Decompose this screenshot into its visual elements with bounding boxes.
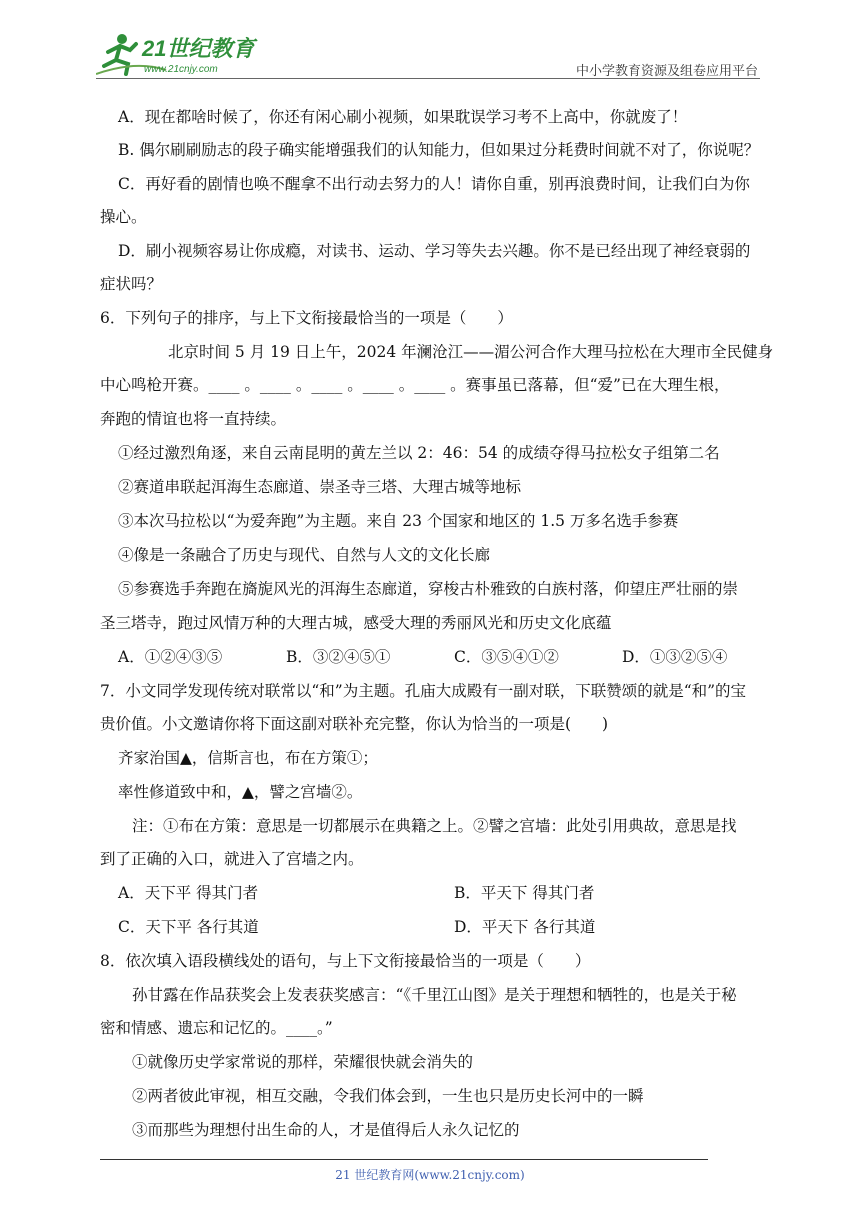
q7-option-b: B．平天下 得其门者	[454, 884, 595, 902]
q6-sentence-2: ②赛道串联起洱海生态廊道、崇圣寺三塔、大理古城等地标	[118, 478, 522, 496]
q6-passage-line2: 中心鸣枪开赛。____ 。____ 。____ 。____ 。____ 。赛事虽已落幕，但“爱”已在大理生根，	[100, 376, 730, 394]
q6-sentence-5-cont: 圣三塔寺，跑过风情万种的大理古城，感受大理的秀丽风光和历史文化底蕴	[100, 614, 612, 632]
q6-option-d: D．①③②⑤④	[622, 648, 728, 666]
footer-divider	[100, 1159, 708, 1160]
platform-tagline: 中小学教育资源及组卷应用平台	[575, 64, 758, 79]
q5-option-b: B. 偶尔刷刷励志的段子确实能增强我们的认知能力，但如果过分耗费时间就不对了，你说呢？	[118, 141, 760, 159]
q8-passage-line2: 密和情感、遗忘和记忆的。____。”	[100, 1019, 333, 1037]
q6-stem: 6．下列句子的排序，与上下文衔接最恰当的一项是（ ）	[100, 309, 513, 327]
q7-couplet-1: 齐家治国▲，信斯言也，布在方策①；	[118, 749, 378, 767]
q7-note-line2: 到了正确的入口，就进入了宫墙之内。	[100, 850, 364, 868]
q7-couplet-2: 率性修道致中和，▲，譬之宫墙②。	[118, 783, 363, 801]
header-divider	[96, 78, 760, 79]
q6-option-a: A．①②④③⑤	[118, 648, 223, 666]
q7-option-c: C．天下平 各行其道	[118, 918, 259, 936]
q5-option-c-cont: 操心。	[100, 208, 147, 226]
q8-sentence-2: ②两者彼此审视，相互交融，令我们体会到，一生也只是历史长河中的一瞬	[132, 1087, 644, 1105]
q8-sentence-1: ①就像历史学家常说的那样，荣耀很快就会消失的	[132, 1053, 474, 1071]
svg-text:www.21cnjy.com: www.21cnjy.com	[144, 64, 218, 75]
logo-21cnjy	[96, 30, 266, 76]
q8-sentence-3: ③而那些为理想付出生命的人，才是值得后人永久记忆的	[132, 1121, 520, 1139]
q7-stem-line2: 贵价值。小文邀请你将下面这副对联补充完整，你认为恰当的一项是( )	[100, 715, 609, 733]
q6-option-b: B．③②④⑤①	[286, 648, 391, 666]
q7-stem-line1: 7．小文同学发现传统对联常以“和”为主题。孔庙大成殿有一副对联，下联赞颂的就是“和”的宝	[100, 682, 747, 700]
q6-sentence-1: ①经过激烈角逐，来自云南昆明的黄左兰以 2：46：54 的成绩夺得马拉松女子组第二名	[118, 444, 720, 462]
q5-option-d: D．刷小视频容易让你成瘾，对读书、运动、学习等失去兴趣。你不是已经出现了神经衰弱的	[118, 242, 751, 260]
q5-option-d-cont: 症状吗？	[100, 275, 163, 293]
q8-passage-line1: 孙甘露在作品获奖会上发表获奖感言：“《千里江山图》是关于理想和牺牲的，也是关于秘	[132, 986, 737, 1004]
q6-sentence-3: ③本次马拉松以“为爱奔跑”为主题。来自 23 个国家和地区的 1.5 万多名选手参赛	[118, 512, 679, 530]
footer-source[interactable]: 21 世纪教育网(www.21cnjy.com)	[335, 1168, 525, 1182]
q5-option-c: C．再好看的剧情也唤不醒拿不出行动去努力的人！请你自重，别再浪费时间，让我们白为你	[118, 175, 750, 193]
q6-sentence-4: ④像是一条融合了历史与现代、自然与人文的文化长廊	[118, 546, 491, 564]
q6-passage-line1: 北京时间 5 月 19 日上午，2024 年澜沧江——湄公河合作大理马拉松在大理市全民健身	[168, 343, 774, 361]
q6-passage-line3: 奔跑的情谊也将一直持续。	[100, 410, 287, 428]
page-header	[96, 30, 760, 78]
q8-stem: 8．依次填入语段横线处的语句，与上下文衔接最恰当的一项是（ ）	[100, 952, 591, 970]
q6-sentence-5: ⑤参赛选手奔跑在旖旎风光的洱海生态廊道，穿梭古朴雅致的白族村落，仰望庄严壮丽的崇	[118, 580, 739, 598]
q5-option-a: A．现在都啥时候了，你还有闲心刷小视频，如果耽误学习考不上高中，你就废了！	[118, 108, 688, 126]
q7-option-d: D．平天下 各行其道	[454, 918, 596, 936]
q7-option-a: A．天下平 得其门者	[118, 884, 259, 902]
q7-note-line1: 注：①布在方策：意思是一切都展示在典籍之上。②譬之宫墙：此处引用典故，意思是找	[132, 817, 737, 835]
svg-text:21世纪教育: 21世纪教育	[142, 36, 255, 61]
q6-option-c: C．③⑤④①②	[454, 648, 559, 666]
